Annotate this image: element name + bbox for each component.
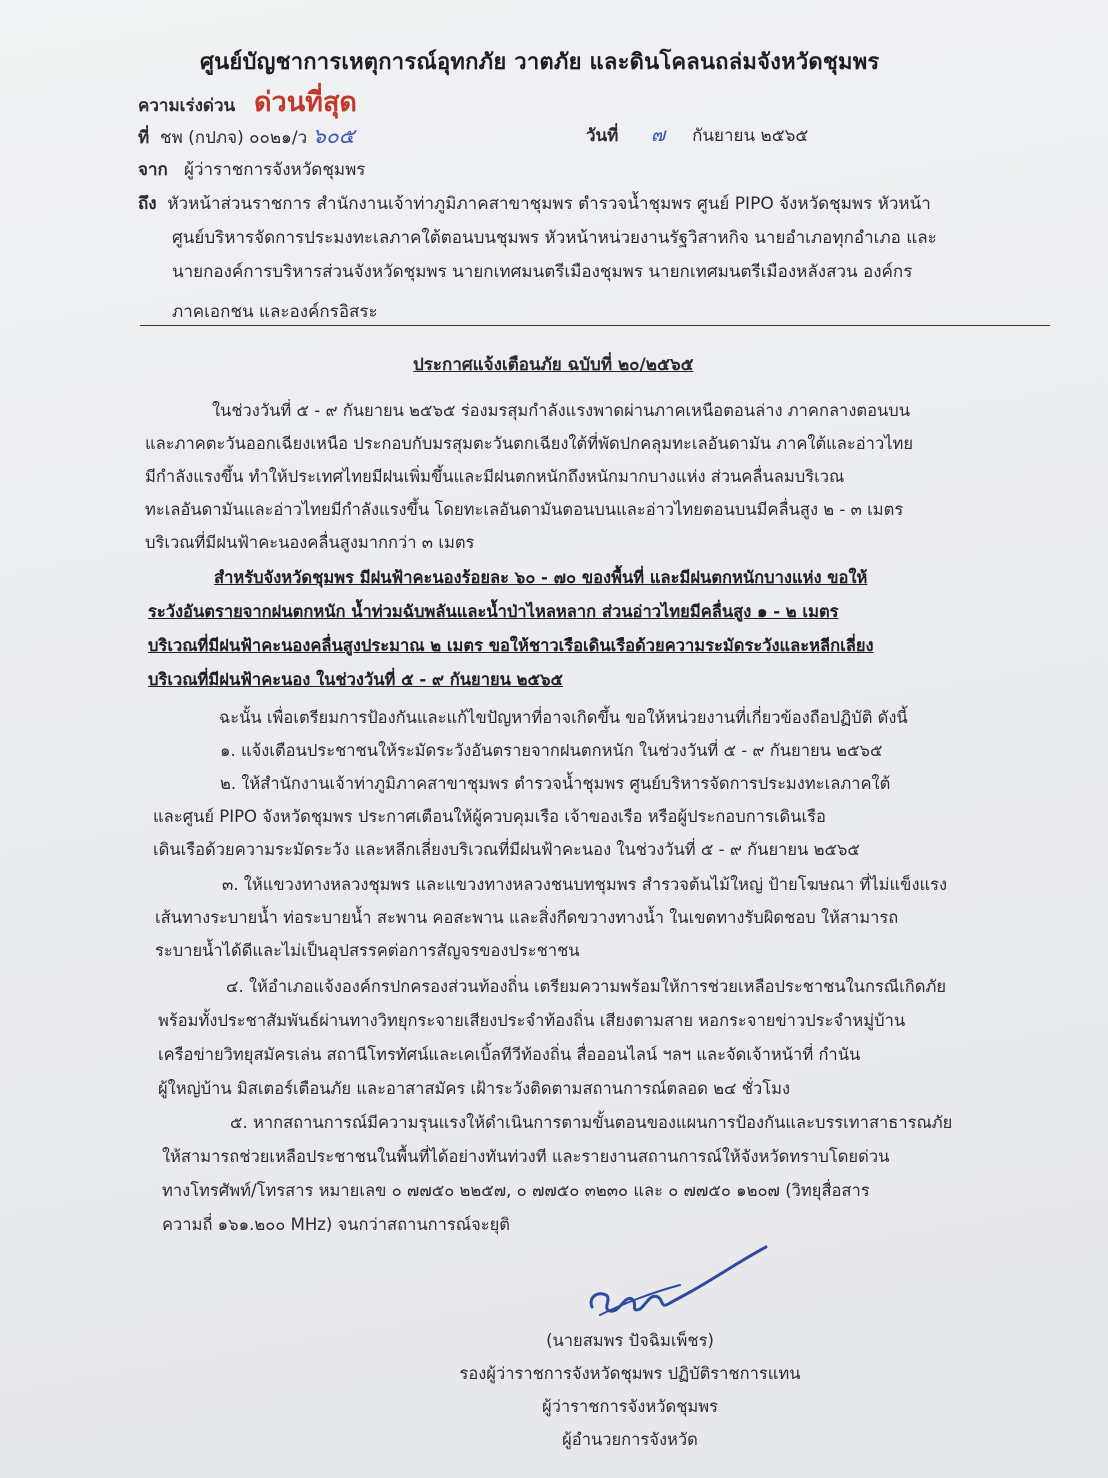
from-line (138, 156, 365, 183)
item-2-line-2: และศูนย์ PIPO จังหวัดชุมพร ประกาศเตือนให้ผู้ควบคุมเรือ เจ้าของเรือ หรือผู้ประกอบการเดินเรือ (153, 807, 826, 826)
to-text-1: หัวหน้าส่วนราชการ สำนักงานเจ้าท่าภูมิภาคสาขาชุมพร ตำรวจน้ำชุมพร ศูนย์ PIPO จังหวัดชุมพร หัวหน้า (167, 194, 931, 214)
para1-line-2: และภาคตะวันออกเฉียงเหนือ ประกอบกับมรสุมตะวันตกเฉียงใต้ที่พัดปกคลุมทะเลอันดามัน ภาคใต้และอ่าวไทย (145, 434, 914, 453)
item-3-line-3: ระบายน้ำได้ดีและไม่เป็นอุปสรรคต่อการสัญจรของประชาชน (155, 941, 580, 960)
date-label: วันที่ (586, 126, 619, 146)
para2-line-2: ระวังอันตรายจากฝนตกหนัก น้ำท่วมฉับพลันและน้ำป่าไหลหลาก ส่วนอ่าวไทยมีคลื่นสูง ๑ - ๒ เมตร (148, 602, 839, 621)
header-divider (140, 325, 1050, 326)
document-date (586, 120, 808, 150)
date-month-year: กันยายน ๒๕๖๕ (692, 126, 809, 146)
reference-number (138, 120, 355, 153)
para1-line-3: มีกำลังแรงขึ้น ทำให้ประเทศไทยมีฝนเพิ่มขึ้นและมีฝนตกหนักถึงหนักมากบางแห่ง ส่วนคลื่นลมบริเวณ (145, 467, 845, 486)
handwritten-signature (580, 1235, 770, 1325)
item-5-line-2: ให้สามารถช่วยเหลือประชาชนในพื้นที่ได้อย่างทันท่วงที และรายงานสถานการณ์ให้จังหวัดทราบโดยด่วน (162, 1147, 890, 1166)
to-line-2: ศูนย์บริหารจัดการประมงทะเลภาคใต้ตอนบนชุมพร หัวหน้าหน่วยงานรัฐวิสาหกิจ นายอำเภอทุกอำเภอ และ (172, 228, 937, 248)
signatory-position-3: ผู้อำนวยการจังหวัด (562, 1430, 698, 1449)
item-4-line-1: ๔. ให้อำเภอแจ้งองค์กรปกครองส่วนท้องถิ่น เตรียมความพร้อมให้การช่วยเหลือประชาชนในกรณีเกิดภัย (226, 977, 947, 996)
to-line-3: นายกองค์การบริหารส่วนจังหวัดชุมพร นายกเทศมนตรีเมืองชุมพร นายกเทศมนตรีเมืองหลังสวน องค์กร (172, 262, 913, 282)
signatory-position-1: รองผู้ว่าราชการจังหวัดชุมพร ปฏิบัติราชการแทน (459, 1364, 801, 1383)
item-2-line-3: เดินเรือด้วยความระมัดระวัง และหลีกเลี่ยงบริเวณที่มีฝนฟ้าคะนอง ในช่วงวันที่ ๕ - ๙ กันยายน ๒๕๖๕ (153, 840, 860, 859)
ref-handwritten: ๖๐๕ (312, 124, 355, 148)
from-label: จาก (138, 160, 168, 180)
para1-line-1: ในช่วงวันที่ ๕ - ๙ กันยายน ๒๕๖๕ ร่องมรสุมกำลังแรงพาดผ่านภาคเหนือตอนล่าง ภาคกลางตอนบน (212, 401, 911, 420)
item-1: ๑. แจ้งเตือนประชาชนให้ระมัดระวังอันตรายจากฝนตกหนัก ในช่วงวันที่ ๕ - ๙ กันยายน ๒๕๖๕ (220, 741, 883, 760)
item-3-line-1: ๓. ให้แขวงทางหลวงชุมพร และแขวงทางหลวงชนบทชุมพร สำรวจต้นไม้ใหญ่ ป้ายโฆษณา ที่ไม่แข็งแรง (222, 875, 948, 894)
announcement-subject: ประกาศแจ้งเตือนภัย ฉบับที่ ๒๐/๒๕๖๕ (413, 355, 694, 375)
to-line-4: ภาคเอกชน และองค์กรอิสระ (172, 302, 378, 322)
signatory-position-2: ผู้ว่าราชการจังหวัดชุมพร (541, 1397, 719, 1416)
item-5-line-4: ความถี่ ๑๖๑.๒๐๐ MHz) จนกว่าสถานการณ์จะยุติ (162, 1215, 511, 1234)
para2-line-1: สำหรับจังหวัดชุมพร มีฝนฟ้าคะนองร้อยละ ๖๐ - ๗๐ ของพื้นที่ และมีฝนตกหนักบางแห่ง ขอให้ (214, 568, 868, 587)
para2-line-3: บริเวณที่มีฝนฟ้าคะนองคลื่นสูงประมาณ ๒ เมตร ขอให้ชาวเรือเดินเรือด้วยความระมัดระวังและหลีกเลี่ยง (148, 636, 874, 655)
signatory-name: (นายสมพร ปัจฉิมเพ็ชร) (546, 1331, 714, 1350)
item-2-line-1: ๒. ให้สำนักงานเจ้าท่าภูมิภาคสาขาชุมพร ตำรวจน้ำชุมพร ศูนย์บริหารจัดการประมงทะเลภาคใต้ (220, 774, 891, 793)
ref-printed: ชพ (กปภจ) ๐๐๒๑/ว (160, 128, 308, 148)
urgency-label: ความเร่งด่วน (138, 96, 236, 116)
item-5-line-3: ทางโทรศัพท์/โทรสาร หมายเลข ๐ ๗๗๕๐ ๒๒๕๗, ๐ ๗๗๕๐ ๓๒๓๐ และ ๐ ๗๗๕๐ ๑๒๐๗ (วิทยุสื่อสาร (162, 1181, 870, 1200)
para1-line-4: ทะเลอันดามันและอ่าวไทยมีกำลังแรงขึ้น โดยทะเลอันดามันตอนบนและอ่าวไทยตอนบนมีคลื่นสูง ๒ - ๓ เมตร (145, 500, 904, 519)
para2-line-4: บริเวณที่มีฝนฟ้าคะนอง ในช่วงวันที่ ๕ - ๙ กันยายน ๒๕๖๕ (148, 670, 563, 689)
instruction-intro: ฉะนั้น เพื่อเตรียมการป้องกันและแก้ไขปัญหาที่อาจเกิดขึ้น ขอให้หน่วยงานที่เกี่ยวข้องถือปฏิบัติ ดังนี้ (219, 708, 908, 727)
item-5-line-1: ๕. หากสถานการณ์มีความรุนแรงให้ดำเนินการตามขั้นตอนของแผนการป้องกันและบรรเทาสาธารณภัย (230, 1113, 953, 1132)
item-4-line-2: พร้อมทั้งประชาสัมพันธ์ผ่านทางวิทยุกระจายเสียงประจำท้องถิ่น เสียงตามสาย หอกระจายข่าวประจำหมู่บ้าน (158, 1011, 906, 1030)
document-title: ศูนย์บัญชาการเหตุการณ์อุทกภัย วาตภัย และดินโคลนถล่มจังหวัดชุมพร (200, 50, 880, 75)
date-day-handwritten: ๗ (650, 124, 666, 146)
to-line-1 (138, 190, 931, 217)
urgency-value: ด่วนที่สุด (254, 87, 357, 118)
para1-line-5: บริเวณที่มีฝนฟ้าคะนองคลื่นสูงมากกว่า ๓ เมตร (145, 533, 475, 552)
ref-label: ที่ (138, 128, 150, 148)
item-4-line-4: ผู้ใหญ่บ้าน มิสเตอร์เตือนภัย และอาสาสมัคร เฝ้าระวังติดตามสถานการณ์ตลอด ๒๔ ชั่วโมง (158, 1079, 791, 1098)
to-label: ถึง (138, 194, 157, 214)
from-value: ผู้ว่าราชการจังหวัดชุมพร (184, 160, 366, 180)
item-3-line-2: เส้นทางระบายน้ำ ท่อระบายน้ำ สะพาน คอสะพาน และสิ่งกีดขวางทางน้ำ ในเขตทางรับผิดชอบ ให้สามารถ (155, 908, 899, 927)
item-4-line-3: เครือข่ายวิทยุสมัครเล่น สถานีโทรทัศน์และเคเบิ้ลทีวีท้องถิ่น สื่อออนไลน์ ฯลฯ และจัดเจ้าหน้าที่ กำนัน (158, 1045, 861, 1064)
